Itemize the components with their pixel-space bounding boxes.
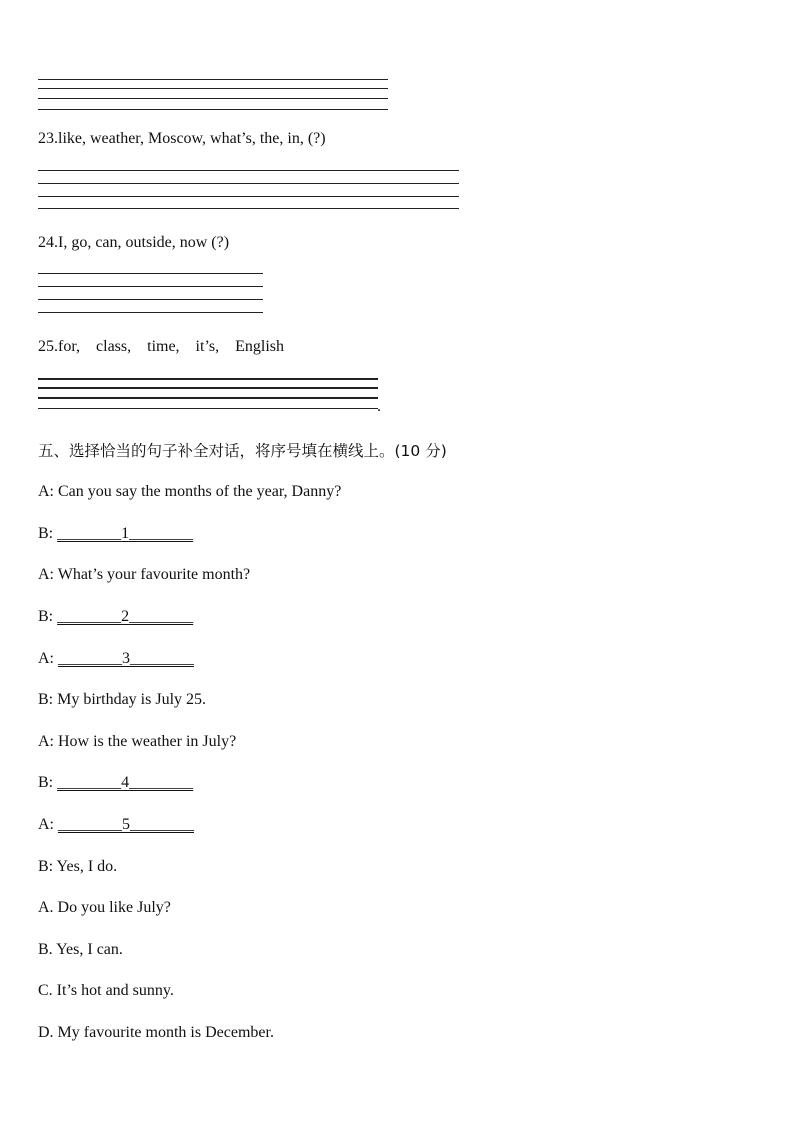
answer-line[interactable] <box>38 88 388 89</box>
answer-line[interactable] <box>38 183 459 184</box>
answer-line[interactable] <box>38 208 459 209</box>
answer-period: . <box>377 398 381 415</box>
dialogue-line-10 <box>38 857 117 877</box>
option-a: A. Do you like July? <box>38 899 171 916</box>
speaker: B: <box>38 525 54 542</box>
question-23 <box>38 129 326 149</box>
question-words: like, weather, Moscow, what’s, the, in, (?) <box>58 130 326 147</box>
blank-number: 3 <box>122 650 130 667</box>
dialogue-line-6 <box>38 690 206 710</box>
blank-left: ________ <box>57 525 122 542</box>
speaker: B: <box>38 608 54 625</box>
blank-left: ________ <box>57 608 122 625</box>
answer-line[interactable] <box>38 170 459 171</box>
answer-line[interactable] <box>38 312 263 313</box>
speaker: A: <box>38 650 54 667</box>
blank-right: ________ <box>129 525 194 542</box>
dialogue-text: My birthday is July 25. <box>57 691 207 708</box>
option-b: B. Yes, I can. <box>38 941 123 958</box>
blank-number: 2 <box>121 608 130 625</box>
answer-line[interactable] <box>38 273 263 274</box>
dialogue-text: Can you say the months of the year, Danny? <box>58 483 342 500</box>
question-words: for, class, time, it’s, English <box>58 338 285 355</box>
answer-blank-4[interactable] <box>57 773 193 793</box>
dialogue-line-2 <box>38 524 193 544</box>
question-24 <box>38 233 229 253</box>
blank-right: ________ <box>130 650 194 667</box>
speaker: A: <box>38 816 54 833</box>
speaker: A: <box>38 733 54 750</box>
blank-left: ________ <box>57 774 122 791</box>
answer-line[interactable] <box>38 98 388 99</box>
speaker: B: <box>38 691 54 708</box>
answer-blank-5[interactable] <box>58 815 194 835</box>
blank-left: ________ <box>58 650 122 667</box>
question-number: 23. <box>38 130 58 147</box>
answer-blank-2[interactable] <box>57 607 193 627</box>
question-25 <box>38 337 284 357</box>
dialogue-line-5 <box>38 649 194 669</box>
speaker: A: <box>38 566 54 583</box>
section-five-title: 五、选择恰当的句子补全对话，将序号填在横线上。(10 分) <box>38 442 447 460</box>
blank-right: ________ <box>130 816 194 833</box>
blank-left: ________ <box>58 816 122 833</box>
answer-line[interactable] <box>38 378 378 380</box>
dialogue-line-8 <box>38 773 193 793</box>
dialogue-text: What’s your favourite month? <box>57 566 251 583</box>
dialogue-text: Yes, I do. <box>56 858 118 875</box>
blank-number: 1 <box>121 525 130 542</box>
question-number: 25. <box>38 338 58 355</box>
dialogue-line-4 <box>38 607 193 627</box>
option-c: C. It’s hot and sunny. <box>38 982 174 999</box>
answer-line[interactable] <box>38 196 459 197</box>
answer-line[interactable] <box>38 109 388 110</box>
blank-number: 4 <box>121 774 130 791</box>
blank-number: 5 <box>122 816 130 833</box>
answer-line[interactable] <box>38 408 378 409</box>
question-words: I, go, can, outside, now (?) <box>58 234 230 251</box>
answer-line[interactable] <box>38 286 263 287</box>
answer-line[interactable] <box>38 79 388 80</box>
dialogue-line-7 <box>38 732 236 752</box>
dialogue-line-9 <box>38 815 194 835</box>
blank-right: ________ <box>129 774 194 791</box>
option-d: D. My favourite month is December. <box>38 1024 274 1041</box>
answer-line[interactable] <box>38 299 263 300</box>
speaker: B: <box>38 858 54 875</box>
answer-blank-1[interactable] <box>57 524 193 544</box>
dialogue-text: How is the weather in July? <box>58 733 237 750</box>
dialogue-line-3 <box>38 565 250 585</box>
answer-blank-3[interactable] <box>58 649 194 669</box>
question-number: 24. <box>38 234 58 251</box>
answer-line[interactable] <box>38 387 378 389</box>
blank-right: ________ <box>129 608 194 625</box>
speaker: A: <box>38 483 54 500</box>
dialogue-line-1 <box>38 482 341 502</box>
answer-line[interactable] <box>38 397 378 399</box>
speaker: B: <box>38 774 54 791</box>
